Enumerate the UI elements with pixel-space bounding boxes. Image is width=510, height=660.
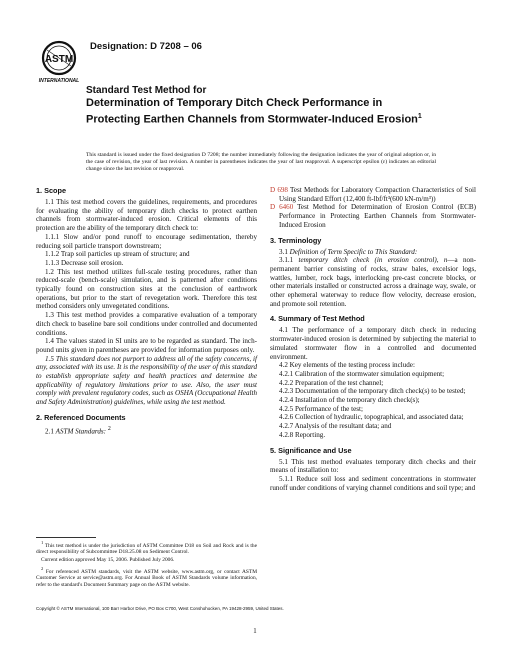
paragraph-3-1-1: 3.1.1 temporary ditch check (in erosion control), n—a non-permanent barrier consisting of rocks, straw bales, excelsior logs, wattles, lumber, rock bags, interlocking pre-cast concrete blocks, or other materials installed or constructed across a drainage way, swale, or other ephemeral waterway to reduce flow velocity, decrease erosion, and promote soil retention. <box>270 256 476 308</box>
paragraph-4-2-6: 4.2.6 Collection of hydraulic, topographical, and associated data; <box>279 413 464 422</box>
paragraph-4-2-5: 4.2.5 Performance of the test; <box>279 404 363 413</box>
paragraph-1-2: 1.2 This test method utilizes full-scale testing procedures, rather than reduced-scale (bench-scale) simulation, and is patterned after conditions typically found on construction sites at the conclusion of earthwork operations, but prior to the start of revegetation work. Therefore this test method considers only unvegetated conditions. <box>36 267 257 311</box>
paragraph-1-1-1: 1.1.1 Slow and/or pond runoff to encourage sedimentation, thereby reducing soil particle transport downstream; <box>36 232 257 250</box>
svg-text:ASTM: ASTM <box>44 54 74 65</box>
paragraph-1-5: 1.5 This standard does not purport to address all of the safety concerns, if any, associated with its use. It is the responsibility of the user of this standard to establish appropriate safety and health practices and determine the applicability of regulatory limitations prior to use. Also, the user must comply with prevalent regulatory codes, such as OSHA (Occupational Health and Safety Administration) guidelines, while using the test method. <box>36 354 257 407</box>
astm-logo <box>36 38 82 84</box>
paragraph-4-2: 4.2 Key elements of the testing process include: <box>279 361 415 370</box>
designation: Designation: D 7208 – 06 <box>90 41 202 52</box>
paragraph-5-1-1: 5.1.1 Reduce soil loss and sediment concentrations in stormwater runoff under conditions of varying channel conditions and soil type; and <box>270 474 476 492</box>
right-column <box>270 186 476 492</box>
reference-d698: D 698 Test Methods for Laboratory Compaction Characteristics of Soil Using Standard Effort (12,400 ft-lbf/ft³(600 kN-m/m³)) <box>270 186 476 203</box>
section-heading-scope: 1. Scope <box>36 186 67 195</box>
paragraph-4-2-2: 4.2.2 Preparation of the test channel; <box>279 378 384 387</box>
paragraph-1-1: 1.1 This test method covers the guidelines, requirements, and procedures for evaluating the ability of temporary ditch checks to protect earthen channels from stormwater-induced erosion. Critical elements of this protection are the ability of the temporary ditch check to: <box>36 198 257 233</box>
paragraph-5-1: 5.1 This test method evaluates temporary ditch checks and their means of installation to: <box>270 457 476 475</box>
title-prefix: Standard Test Method for <box>86 85 207 96</box>
footnote-rule <box>36 537 96 538</box>
reference-d6460: D 6460 Test Method for Determination of Erosion Control (ECB) Performance in Protecting Earthen Channels from Stormwater-Induced Erosion <box>270 203 476 229</box>
paragraph-3-1: 3.1 Definition of Term Specific to This Standard: <box>279 247 418 256</box>
paragraph-4-2-8: 4.2.8 Reporting. <box>279 430 326 439</box>
section-heading-terminology: 3. Terminology <box>270 235 322 245</box>
paragraph-1-1-2: 1.1.2 Trap soil particles up stream of structure; and <box>45 250 190 259</box>
paragraph-1-1-3: 1.1.3 Decrease soil erosion. <box>45 258 124 267</box>
left-column <box>36 186 257 436</box>
footnotes <box>36 540 257 590</box>
copyright-notice: Copyright © ASTM International, 100 Barr Harbor Drive, PO Box C700, West Conshohocken, PA 19428-2959, United States. <box>36 606 284 611</box>
paragraph-2-1: 2.1 ASTM Standards: $^2$ <box>45 425 111 436</box>
document-title: Determination of Temporary Ditch Check Performance in Protecting Earthen Channels from Stormwater-Induced Erosion$^1$ <box>86 97 422 126</box>
paragraph-4-2-7: 4.2.7 Analysis of the resultant data; and <box>279 422 392 431</box>
paragraph-1-4: 1.4 The values stated in SI units are to be regarded as standard. The inch-pound units given in parentheses are provided for information purposes only. <box>36 337 257 354</box>
footnote-1: $^1$ This test method is under the jurisdiction of ASTM Committee D18 on Soil and Rock and is the direct responsibility of Subcommittee D18.25.08 on Sediment Control. <box>36 540 257 556</box>
page-number: 1 <box>253 628 257 635</box>
section-heading-summary: 4. Summary of Test Method <box>270 314 365 324</box>
paragraph-4-2-1: 4.2.1 Calibration of the stormwater simulation equipment; <box>279 369 445 378</box>
paragraph-1-3: 1.3 This test method provides a comparative evaluation of a temporary ditch check to baseline bare soil conditions under controlled and documented conditions. <box>36 311 257 337</box>
footnote-2: $^2$ For referenced ASTM standards, visit the ASTM website, www.astm.org, or contact ASTM Customer Service at service@astm.org. For Annual Book of ASTM Standards volume information, refer to the standard's Document Summary page on the ASTM website. <box>36 565 257 588</box>
paragraph-4-1: 4.1 The performance of a temporary ditch check in reducing stormwater-induced erosion is determined by subjecting the material to simulated stormwater flow in a controlled and documented environment. <box>270 326 476 361</box>
paragraph-4-2-3: 4.2.3 Documentation of the temporary ditch check(s) to be tested; <box>279 387 466 396</box>
title-block <box>86 85 426 127</box>
section-heading-referenced-documents: 2. Referenced Documents <box>36 412 126 422</box>
reference-link-d698[interactable]: D 698 <box>270 186 288 194</box>
reference-link-d6460[interactable]: D 6460 <box>270 203 294 212</box>
footnote-1-approval: Current edition approved May 15, 2006. Published July 2006. <box>41 557 175 564</box>
preamble: This standard is issued under the fixed designation D 7208; the number immediately following the designation indicates the year of original adoption or, in the case of revision, the year of last revision. A number in parentheses indicates the year of last reapproval. A superscript epsilon (ε) indicates an editorial change since the last revision or reapproval. <box>86 152 436 173</box>
paragraph-4-2-4: 4.2.4 Installation of the temporary ditch check(s); <box>279 396 420 405</box>
logo-wordmark: INTERNATIONAL <box>38 78 80 84</box>
section-heading-significance: 5. Significance and Use <box>270 445 352 455</box>
